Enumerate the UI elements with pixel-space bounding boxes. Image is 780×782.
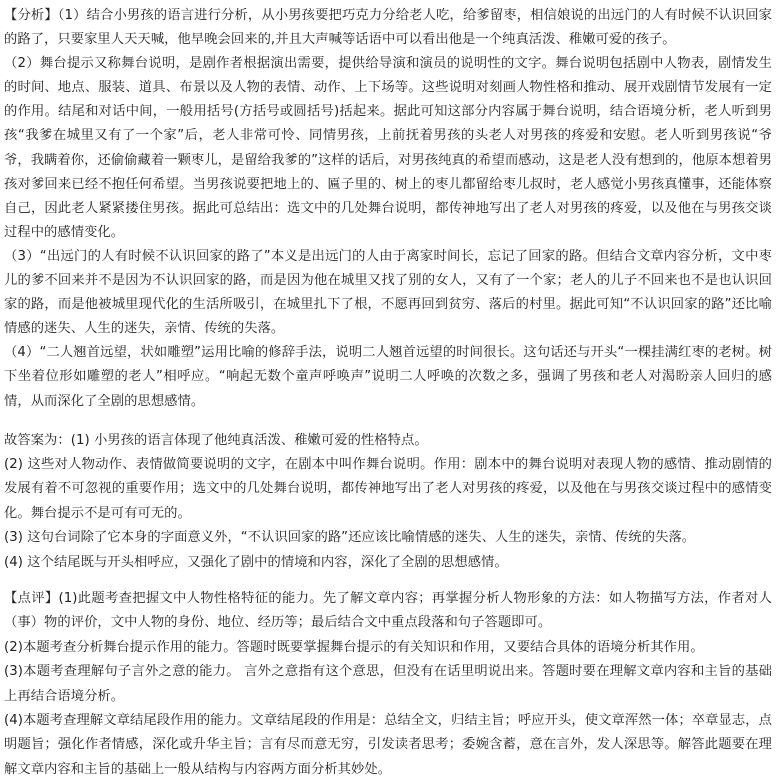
analysis-paragraph-2: （2）舞台提示又称舞台说明，是剧作者根据演出需要，提供给导演和演员的说明性的文字。舞台说明包括剧中人物表，剧情发生的时间、地点、服装、道具、布景以及人物的表情、动作、上下场等。这些说明对刻画人物性格和推动、展开戏剧情节发展有一定的作用。结尾和对话中间，一般用括号(方括号或圆括号)括起来。据此可知这部分内容属于舞台说明，结合语境分析，老人听到男孩“我爹在城里又有了一个家”后，老人非常可怜、同情男孩，上前抚着男孩的头老人对男孩的疼爱和安慰。老人听到男孩说“爷爷，我瞒着你，还偷偷藏着一颗枣儿，是留给我爹的”这样的话后，对男孩纯真的希望而感动，这是老人没有想到的，他原本想着男孩对爹回来已经不抱任何希望。当男孩说要把地上的、匾子里的、树上的枣儿都留给枣儿叔时，老人感觉小男孩真懂事，还能体察自己，因此老人紧紧搂住男孩。据此可总结出：选文中的几处舞台说明，都传神地写出了老人对男孩的疼爱，以及他在与男孩交谈过程中的感情变化。 xyxy=(4,56,772,240)
review-section xyxy=(4,587,772,782)
review-paragraph-2: (2)本题考查分析舞台提示作用的能力。答题时既要掌握舞台提示的有关知识和作用，又要结合具体的语境分析其作用。 xyxy=(4,639,704,655)
analysis-section xyxy=(4,4,772,414)
answer-paragraph-2: (2) 这些对人物动作、表情做简要说明的文字，在剧本中叫作舞台说明。作用：剧本中的舞台说明对表现人物的感情、推动剧情的发展有着不可忽视的重要作用；选文中的几处舞台说明，都传神地写出了老人对男孩的疼爱，以及他在与男孩交谈过程中的感情变化。舞台提示不是可有可无的。 xyxy=(4,457,772,521)
analysis-paragraph-1: 【分析】（1）结合小男孩的语言进行分析，从小男孩要把巧克力分给老人吃，给爹留枣，相信娘说的出远门的人有时候不认识回家的路了，只要家里人天天喊，他早晚会回来的,并且大声喊等话语中可以看出他是一个纯真活泼、稚嫩可爱的孩子。 xyxy=(4,8,772,48)
answer-paragraph-1: 故答案为：(1) 小男孩的语言体现了他纯真活泼、稚嫩可爱的性格特点。 xyxy=(4,432,428,448)
analysis-paragraph-4: （4）“二人翘首远望，状如雕塑”运用比喻的修辞手法，说明二人翘首远望的时间很长。这句话还与开头“一棵挂满红枣的老树。树下坐着位形如雕塑的老人”相呼应。“响起无数个童声呼唤声”说明二人呼唤的次数之多，强调了男孩和老人对渴盼亲人回归的感情，从而深化了全剧的思想感情。 xyxy=(4,345,772,409)
review-paragraph-3: (3)本题考查理解句子言外之意的能力。 言外之意指有这个意思，但没有在话里明说出来。答题时要在理解文章内容和主旨的基础上再结合语境分析。 xyxy=(4,664,772,704)
answer-paragraph-3: (3) 这句台词除了它本身的字面意义外，“不认识回家的路”还应该比喻情感的迷失、人生的迷失，亲情、传统的失落。 xyxy=(4,530,696,546)
section-spacer xyxy=(4,414,772,429)
answer-paragraph-4: (4) 这个结尾既与开头相呼应，又强化了剧中的情境和内容，深化了全剧的思想感情。 xyxy=(4,554,508,570)
review-paragraph-4: (4)本题考查理解文章结尾段作用的能力。文章结尾段的作用是：总结全文，归结主旨；呼应开头，使文章浑然一体；卒章显志，点明题旨；强化作者情感，深化或升华主旨；言有尽而意无穷，引发读者思考；委婉含蓄，意在言外，发人深思等。解答此题要在理解文章内容和主旨的基础上一般从结构与内容两方面分析其妙处。 xyxy=(4,713,772,777)
answer-section xyxy=(4,429,772,575)
section-spacer xyxy=(4,575,772,587)
review-paragraph-1: 【点评】(1)此题考查把握文中人物性格特征的能力。先了解文章内容；再掌握分析人物形象的方法：如人物描写方法，作者对人（事）物的评价，文中人物的身份、地位、经历等；最后结合文中重点段落和句子答题即可。 xyxy=(4,591,772,631)
analysis-paragraph-3: （3）“出远门的人有时候不认识回家的路了”本义是出远门的人由于离家时间长，忘记了回家的路。但结合文章内容分析，文中枣儿的爹不回来并不是因为不认识回家的路，而是因为他在城里又找了别的女人，又有了一个家；老人的儿子不回来也不是也认识回家的路，而是他被城里现代化的生活所吸引，在城里扎下了根，不愿再回到贫穷、落后的村里。据此可知“不认识回家的路”还比喻情感的迷失、人生的迷失，亲情、传统的失落。 xyxy=(4,248,772,337)
